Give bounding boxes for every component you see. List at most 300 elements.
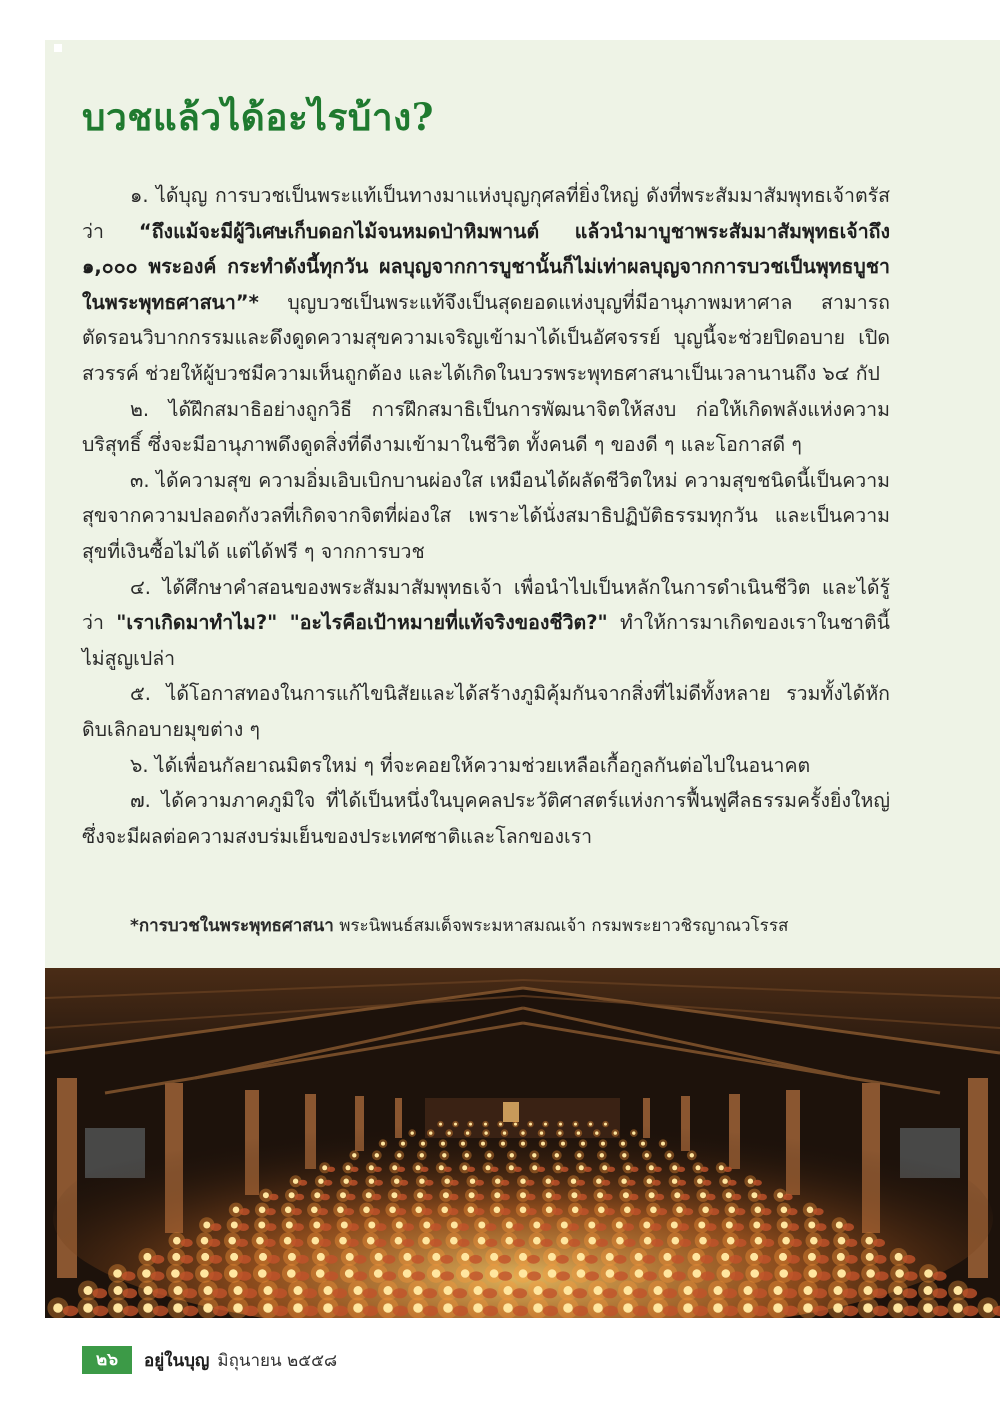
candle-flame	[632, 1131, 635, 1134]
candle-flame	[556, 1165, 561, 1170]
candle-flame	[753, 1222, 760, 1229]
candle-flame	[808, 1222, 815, 1229]
monk-figure	[430, 1239, 442, 1247]
monk-figure	[843, 1223, 854, 1231]
monk-figure	[411, 1271, 425, 1280]
monk-figure	[449, 1194, 459, 1201]
monk-figure	[325, 1271, 339, 1280]
monk-figure	[623, 1223, 634, 1231]
monk-figure	[733, 1223, 744, 1231]
monk-figure	[576, 1180, 585, 1186]
monk-figure	[585, 1255, 598, 1264]
paragraph-7: ๗. ได้ความภาคภูมิใจ ที่ได้เป็นหนึ่งในบุคคลประวัติศาสตร์แห่งการฟื้นฟูศีลธรรมครั้งยิ่งใหญ่ ซึ่งจะมีผลต่อความสงบร่มเย็นของประเทศชาติและโลกของเรา	[82, 789, 890, 848]
candle-flame	[616, 1237, 624, 1245]
candle-flame	[461, 1253, 469, 1261]
monk-figure	[399, 1180, 408, 1186]
candle-flame	[807, 1207, 814, 1214]
monk-figure	[873, 1288, 888, 1298]
monk-figure	[631, 1167, 639, 1172]
footnote-source-title: *การบวชในพระพุทธศาสนา	[130, 916, 334, 936]
candle-flame	[644, 1237, 652, 1245]
candle-flame	[893, 1303, 903, 1313]
candle-flame	[414, 1286, 423, 1295]
candle-flame	[443, 1192, 449, 1198]
candle-flame	[341, 1222, 348, 1229]
monk-figure	[325, 1255, 338, 1264]
candle-flame	[803, 1303, 813, 1313]
candle-flame	[722, 1269, 731, 1278]
monk-figure	[963, 1288, 978, 1298]
monk-figure	[703, 1180, 712, 1186]
monk-figure	[403, 1223, 414, 1231]
monk-figure	[236, 1239, 248, 1247]
candle-flame	[494, 1207, 501, 1214]
monk-figure	[453, 1306, 468, 1317]
magazine-name: อยู่ในบุญ	[144, 1350, 210, 1371]
monk-figure	[759, 1271, 773, 1280]
candle-flame	[294, 1286, 303, 1295]
candle-flame	[114, 1286, 123, 1295]
monk-figure	[614, 1271, 628, 1280]
candle-flame	[743, 1303, 753, 1313]
candle-flame	[698, 1222, 705, 1229]
monk-figure	[513, 1288, 528, 1298]
candle-flame	[577, 1153, 581, 1157]
monk-figure	[333, 1288, 348, 1298]
candle-flame	[836, 1222, 843, 1229]
candle-flame	[367, 1237, 375, 1245]
candle-flame	[229, 1269, 238, 1278]
monk-figure	[448, 1208, 458, 1215]
candle-flame	[403, 1253, 411, 1261]
candle-flame	[546, 1179, 551, 1184]
monk-figure	[324, 1180, 333, 1186]
candle-flame	[622, 1153, 626, 1157]
monk-figure	[596, 1239, 608, 1247]
monk-figure	[273, 1306, 288, 1317]
monk-figure	[243, 1306, 258, 1317]
candle-hall-photo	[45, 968, 1000, 1318]
candle-flame	[641, 1142, 645, 1146]
candle-flame	[503, 1303, 513, 1313]
candle-flame	[726, 1192, 732, 1198]
candle-flame	[672, 1179, 677, 1184]
monk-figure	[183, 1288, 198, 1298]
candle-flame	[465, 1153, 469, 1157]
candle-flame	[597, 1192, 603, 1198]
candle-flame	[441, 1207, 448, 1214]
monk-figure	[151, 1271, 165, 1280]
candle-flame	[601, 1142, 605, 1146]
candle-flame	[256, 1237, 264, 1245]
candle-flame	[486, 1165, 491, 1170]
monk-figure	[491, 1167, 499, 1172]
candle-flame	[345, 1269, 354, 1278]
candle-flame	[621, 1142, 625, 1146]
candle-flame	[495, 1179, 500, 1184]
candle-flame	[579, 1165, 584, 1170]
candle-flame	[228, 1237, 236, 1245]
monk-figure	[790, 1239, 802, 1247]
candle-flame	[779, 1253, 787, 1261]
candle-flame	[352, 1153, 356, 1157]
candle-flame	[419, 1179, 424, 1184]
monk-figure	[707, 1239, 719, 1247]
monk-figure	[701, 1271, 715, 1280]
candle-flame	[782, 1237, 790, 1245]
monk-figure	[208, 1239, 220, 1247]
monk-figure	[787, 1255, 800, 1264]
monk-figure	[701, 1167, 709, 1172]
candle-flame	[83, 1303, 93, 1313]
monk-figure	[318, 1208, 328, 1215]
candle-flame	[504, 1286, 513, 1295]
candle-flame	[366, 1192, 372, 1198]
candle-flame	[172, 1253, 180, 1261]
candle-flame	[429, 1131, 432, 1134]
candle-flame	[577, 1269, 586, 1278]
monk-figure	[556, 1255, 569, 1264]
candle-flame	[649, 1165, 654, 1170]
candle-flame	[600, 1153, 604, 1157]
candle-flame	[544, 1123, 547, 1126]
monk-figure	[483, 1288, 498, 1298]
monk-figure	[292, 1208, 302, 1215]
candle-flame	[259, 1207, 266, 1214]
monk-figure	[152, 1255, 165, 1264]
monk-figure	[678, 1223, 689, 1231]
monk-figure	[788, 1271, 802, 1280]
candle-flame	[676, 1207, 683, 1214]
candle-flame	[649, 1192, 655, 1198]
monk-figure	[568, 1223, 579, 1231]
candle-flame	[142, 1269, 151, 1278]
candle-flame	[672, 1165, 677, 1170]
paragraph-4	[82, 570, 890, 677]
monk-figure	[595, 1223, 606, 1231]
candle-flame	[450, 1237, 458, 1245]
monk-figure	[440, 1271, 454, 1280]
monk-figure	[541, 1239, 553, 1247]
candle-flame	[671, 1222, 678, 1229]
monk-figure	[440, 1255, 453, 1264]
monk-figure	[485, 1239, 497, 1247]
question-2: "อะไรคือเป้าหมายที่แท้จริงของชีวิต?"	[289, 611, 608, 635]
candle-flame	[461, 1142, 465, 1146]
candle-flame	[808, 1269, 817, 1278]
monk-figure	[933, 1271, 947, 1280]
candle-flame	[421, 1142, 425, 1146]
monk-figure	[500, 1208, 510, 1215]
candle-flame	[728, 1207, 735, 1214]
monk-figure	[397, 1194, 407, 1201]
candle-flame	[469, 1192, 475, 1198]
candle-flame	[484, 1131, 487, 1134]
candle-flame	[174, 1286, 183, 1295]
candle-flame	[481, 1142, 485, 1146]
candle-flame	[837, 1269, 846, 1278]
monk-figure	[875, 1271, 889, 1280]
candle-flame	[289, 1192, 295, 1198]
monk-figure	[903, 1288, 918, 1298]
monk-figure	[846, 1271, 860, 1280]
monk-figure	[320, 1194, 330, 1201]
candle-flame	[521, 1142, 525, 1146]
monk-figure	[753, 1180, 762, 1186]
monk-figure	[732, 1194, 742, 1201]
candle-flame	[478, 1237, 486, 1245]
monk-figure	[679, 1239, 691, 1247]
monk-figure	[498, 1271, 512, 1280]
candle-flame	[113, 1269, 122, 1278]
candle-flame	[533, 1222, 540, 1229]
candle-flame	[397, 1153, 401, 1157]
candle-flame	[606, 1269, 615, 1278]
candle-flame	[561, 1237, 569, 1245]
monk-figure	[458, 1223, 469, 1231]
candle-flame	[520, 1192, 526, 1198]
candle-flame	[606, 1253, 614, 1261]
monk-figure	[643, 1271, 657, 1280]
paragraph-3: ๓. ได้ความสุข ความอิ่มเอิบเบิกบานผ่องใส เหมือนได้ผลัดชีวิตใหม่ ความสุขชนิดนี้เป็นความสุขจากความปลอดกังวลที่เกิดจากจิตที่ผ่องใส เพราะได้นั่งสมาธิปฏิบัติธรรมทุกวัน และเป็นความสุขที่เงินซื้อไม่ได้ แต่ได้ฟรี ๆ จากการบวช	[82, 468, 890, 563]
candle-flame	[286, 1222, 293, 1229]
monk-figure	[758, 1255, 771, 1264]
candle-flame	[324, 1286, 333, 1295]
candle-flame	[340, 1192, 346, 1198]
candle-flame	[503, 1131, 506, 1134]
candle-flame	[501, 1142, 505, 1146]
monk-figure	[303, 1288, 318, 1298]
candle-flame	[540, 1131, 543, 1134]
candle-flame	[484, 1123, 487, 1126]
candle-flame	[143, 1303, 153, 1313]
candle-flame	[417, 1192, 423, 1198]
paragraph-6: ๖. ได้เพื่อนกัลยาณมิตรใหม่ ๆ ที่จะคอยให้ความช่วยเหลือเกื้อกูลกันต่อไปในอนาคต	[130, 753, 811, 777]
candle-flame	[697, 1179, 702, 1184]
candle-flame	[604, 1123, 607, 1126]
candle-flame	[589, 1123, 592, 1126]
candle-flame	[144, 1286, 153, 1295]
monk-figure	[730, 1271, 744, 1280]
candle-flame	[895, 1253, 903, 1261]
candle-flame	[546, 1192, 552, 1198]
candle-flame	[318, 1179, 323, 1184]
monk-figure	[383, 1255, 396, 1264]
candle-flame	[624, 1286, 633, 1295]
monk-figure	[526, 1194, 536, 1201]
monk-figure	[603, 1194, 613, 1201]
candle-flame	[751, 1192, 757, 1198]
candle-flame	[672, 1237, 680, 1245]
monk-figure	[269, 1194, 279, 1201]
monk-figure	[351, 1167, 359, 1172]
monk-figure	[845, 1255, 858, 1264]
monk-figure	[353, 1271, 367, 1280]
monk-figure	[238, 1255, 251, 1264]
candle-flame	[755, 1207, 762, 1214]
monk-figure	[375, 1239, 387, 1247]
monk-figure	[397, 1167, 405, 1172]
candle-flame	[558, 1131, 561, 1134]
candle-flame	[529, 1123, 532, 1126]
candle-flame	[369, 1165, 374, 1170]
monk-figure	[513, 1239, 525, 1247]
monk-figure	[423, 1288, 438, 1298]
candle-flame	[346, 1253, 354, 1261]
candle-flame	[461, 1269, 470, 1278]
paragraph-2: ๒. ได้ฝึกสมาธิอย่างถูกวิธี การฝึกสมาธิเป็นการพัฒนาจิตให้สงบ ก่อให้เกิดพลังแห่งความบริสุทธิ์ ซึ่งจะมีอานุภาพดึงดูดสิ่งที่ดีงามเข้ามาในชีวิต ทั้งคนดี ๆ ของดี ๆ และโอกาสดี ๆ	[82, 397, 890, 457]
monk-figure	[651, 1239, 663, 1247]
candle-flame	[559, 1123, 562, 1126]
corner-mark	[54, 44, 62, 52]
footnote-source-author: พระนิพนธ์สมเด็จพระมหาสมณเจ้า กรมพระยาวชิรญาณวโรรส	[333, 916, 789, 936]
monk-figure	[123, 1288, 138, 1298]
monk-figure	[526, 1208, 536, 1215]
monk-figure	[729, 1255, 742, 1264]
candle-flame	[693, 1269, 702, 1278]
monk-figure	[728, 1180, 737, 1186]
monk-figure	[672, 1271, 686, 1280]
issue-date: มิถุนายน ๒๕๕๘	[217, 1350, 338, 1371]
monk-figure	[209, 1255, 222, 1264]
candle-flame	[574, 1123, 577, 1126]
candle-flame	[443, 1303, 453, 1313]
monk-figure	[475, 1194, 485, 1201]
candle-flame	[487, 1153, 491, 1157]
candle-flame	[432, 1253, 440, 1261]
candle-flame	[635, 1269, 644, 1278]
candle-flame	[201, 1237, 209, 1245]
monk-figure	[344, 1208, 354, 1215]
candle-flame	[284, 1237, 292, 1245]
monk-figure	[614, 1255, 627, 1264]
monk-figure	[753, 1288, 768, 1298]
monk-figure	[293, 1223, 304, 1231]
candle-flame	[572, 1207, 579, 1214]
candle-flame	[317, 1253, 325, 1261]
candle-flame	[312, 1237, 320, 1245]
candle-flame	[865, 1237, 873, 1245]
candle-flame	[663, 1253, 671, 1261]
candle-flame	[374, 1269, 383, 1278]
monk-figure	[652, 1180, 661, 1186]
monk-figure	[295, 1194, 305, 1201]
candle-flame	[727, 1237, 735, 1245]
candle-flame	[664, 1269, 673, 1278]
candle-flame	[645, 1153, 649, 1157]
candle-flame	[113, 1303, 123, 1313]
candle-flame	[445, 1179, 450, 1184]
monk-figure	[450, 1180, 459, 1186]
candle-flame	[439, 1165, 444, 1170]
candle-flame	[866, 1253, 874, 1261]
article-body	[82, 178, 890, 854]
candle-flame	[643, 1222, 650, 1229]
monk-figure	[561, 1167, 569, 1172]
candle-flame	[473, 1303, 483, 1313]
candle-flame	[201, 1253, 209, 1261]
candle-flame	[781, 1207, 788, 1214]
monk-figure	[298, 1180, 307, 1186]
monk-figure	[402, 1239, 414, 1247]
monk-figure	[296, 1255, 309, 1264]
monk-figure	[753, 1306, 768, 1317]
monk-figure	[693, 1306, 708, 1317]
monk-figure	[267, 1255, 280, 1264]
monk-figure	[903, 1255, 916, 1264]
candle-flame	[411, 1131, 414, 1134]
candle-flame	[690, 1153, 694, 1157]
monk-figure	[210, 1223, 221, 1231]
monk-figure	[265, 1223, 276, 1231]
candle-flame	[674, 1192, 680, 1198]
candle-flame	[616, 1222, 623, 1229]
candle-flame	[953, 1303, 963, 1313]
candle-flame	[808, 1253, 816, 1261]
monk-figure	[469, 1271, 483, 1280]
candle-flame	[258, 1222, 265, 1229]
monk-figure	[672, 1255, 685, 1264]
candle-flame	[403, 1269, 412, 1278]
candle-flame	[346, 1165, 351, 1170]
candle-flame	[505, 1237, 513, 1245]
candle-flame	[541, 1142, 545, 1146]
monk-figure	[469, 1255, 482, 1264]
monk-figure	[677, 1180, 686, 1186]
monk-figure	[680, 1194, 690, 1201]
candle-flame	[369, 1179, 374, 1184]
candle-flame	[422, 1237, 430, 1245]
monk-figure	[348, 1223, 359, 1231]
candle-flame	[623, 1303, 633, 1313]
monk-figure	[735, 1239, 747, 1247]
candle-flame	[588, 1222, 595, 1229]
monk-figure	[382, 1271, 396, 1280]
candle-flame	[726, 1222, 733, 1229]
candle-flame	[323, 1303, 333, 1313]
candle-flame	[514, 1123, 517, 1126]
candle-flame	[699, 1237, 707, 1245]
monk-figure	[757, 1194, 767, 1201]
candle-flame	[750, 1269, 759, 1278]
candle-flame	[353, 1303, 363, 1313]
candle-flame	[719, 1165, 724, 1170]
monk-figure	[181, 1239, 193, 1247]
monk-figure	[709, 1208, 719, 1215]
candle-flame	[354, 1286, 363, 1295]
candle-flame	[234, 1286, 243, 1295]
candle-flame	[773, 1303, 783, 1313]
candle-flame	[713, 1303, 723, 1313]
monk-figure	[624, 1239, 636, 1247]
candle-flame	[171, 1269, 180, 1278]
monk-figure	[654, 1167, 662, 1172]
candle-flame	[442, 1153, 446, 1157]
monk-figure	[319, 1239, 331, 1247]
monk-figure	[904, 1271, 918, 1280]
monk-figure	[527, 1271, 541, 1280]
candle-flame	[546, 1207, 553, 1214]
candle-flame	[532, 1165, 537, 1170]
candle-flame	[779, 1269, 788, 1278]
candle-flame	[415, 1207, 422, 1214]
candle-flame	[924, 1269, 933, 1278]
monk-figure	[683, 1208, 693, 1215]
candle-flame	[231, 1222, 238, 1229]
monk-figure	[485, 1223, 496, 1231]
monk-figure	[761, 1208, 771, 1215]
monk-figure	[760, 1223, 771, 1231]
